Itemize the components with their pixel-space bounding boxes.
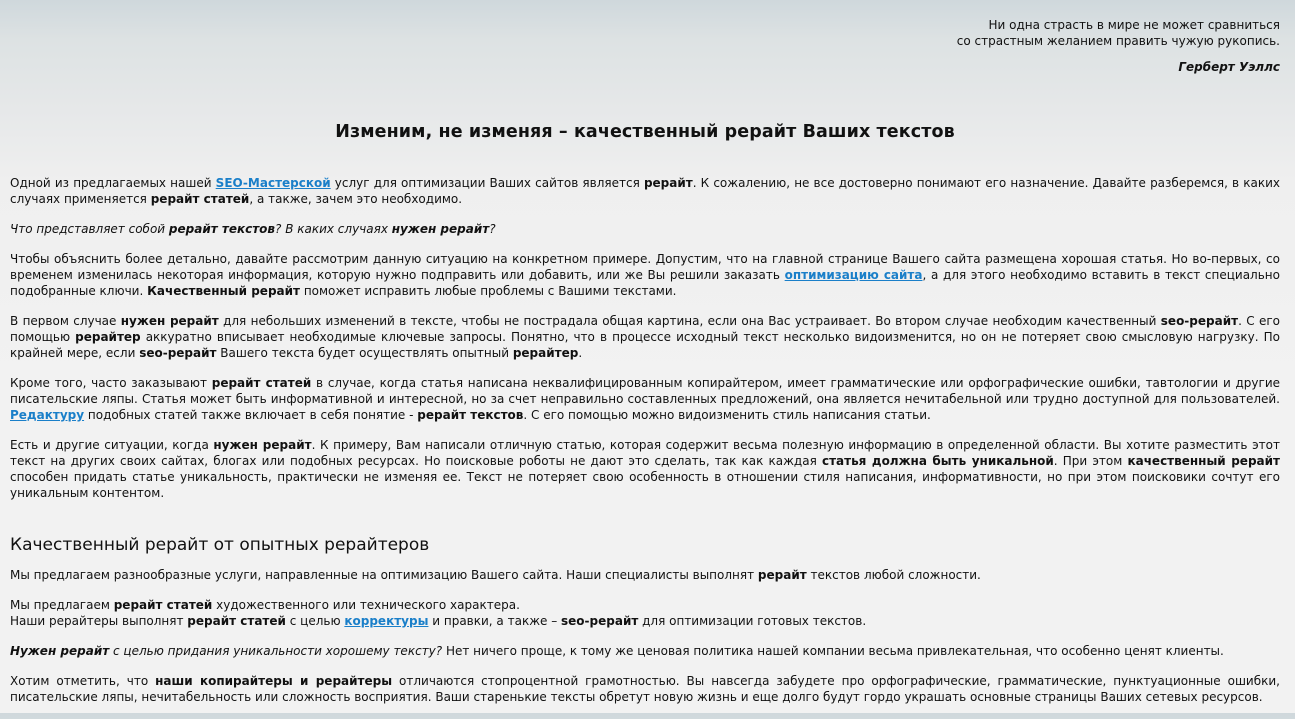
section-1 [10, 175, 1280, 501]
text-run: Наши рерайтеры выполнят [10, 614, 188, 628]
text-run: способен придать статье уникальность, практически не изменяя ее. Текст не потеряет свою особенность в отношении стиля написания, информативности, но при этом поисковики сочтут его уникальным контентом. [10, 470, 1280, 500]
epigraph-line-1: Ни одна страсть в мире не может сравниться [988, 18, 1280, 32]
text-run: Есть и другие ситуации, когда [10, 438, 214, 452]
text-run: отличаются стопроцентной грамотностью. Вы навсегда забудете про орфографические, грамматические, пунктуационные ошибки, писательские ляпы, нечитабельность или сложность восприятия. Ваши старенькие тексты обретут новую жизнь и еще долго будут гордо украшать основные страницы Ваших сетевых ресурсов. [10, 674, 1280, 704]
text-run: . [578, 346, 583, 360]
text-run: . При этом [1053, 454, 1128, 468]
bold-text: рерайтер [75, 330, 141, 344]
proofreading-link[interactable]: корректуры [344, 614, 429, 628]
bold-text: Качественный рерайт [147, 284, 300, 298]
text-run: Нет ничего проще, к тому же ценовая политика нашей компании весьма привлекательная, что особенно ценят клиенты. [442, 644, 1224, 658]
italic-text: ? В каких случаях [275, 222, 392, 236]
bold-text: seo-рерайт [139, 346, 217, 360]
first-case-paragraph [10, 313, 1280, 361]
bold-text: качественный рерайт [1127, 454, 1280, 468]
uniqueness-paragraph [10, 643, 1280, 659]
italic-text: Что представляет собой [10, 222, 169, 236]
section-heading: Качественный рерайт от опытных рерайтеров [10, 535, 430, 555]
text-run: для небольших изменений в тексте, чтобы не пострадала общая картина, если она Вас устраивает. Во втором случае необходим качественный [218, 314, 1161, 328]
text-run: для оптимизации готовых текстов. [638, 614, 867, 628]
offer-paragraph-line2 [10, 613, 1280, 629]
text-run: В первом случае [10, 314, 121, 328]
site-optimization-link[interactable]: оптимизацию сайта [784, 268, 923, 282]
epigraph-line-2: со страстным желанием править чужую рукопись. [956, 34, 1280, 48]
text-run: . К примеру, Вам написали отличную статью, которая содержит весьма полезную информацию в определенной области. Вы хотите разместить этот текст на других своих сайтах, блогах или подобных ресурсах. Но поисковые роботы не дают это сделать, так как каждая [10, 438, 1280, 468]
text-run: и правки, а также – [428, 614, 562, 628]
intro-paragraph [10, 175, 1280, 207]
text-run: Мы предлагаем разнообразные услуги, направленные на оптимизацию Вашего сайта. Наши специалисты выполнят [10, 568, 758, 582]
bold-text: статья должна быть уникальной [821, 454, 1054, 468]
text-run: подобных статей также включает в себя понятие - [84, 408, 418, 422]
text-run: с целью [285, 614, 345, 628]
offer-paragraph-line1 [10, 597, 1280, 613]
bold-text: нужен рерайт [213, 438, 312, 452]
bold-text: рерайт [757, 568, 807, 582]
bold-text: рерайт статей [187, 614, 286, 628]
bold-italic-text: нужен рерайт [391, 222, 490, 236]
text-run: текстов любой сложности. [806, 568, 981, 582]
bold-text: рерайтер [512, 346, 579, 360]
bold-text: seo-рерайт [561, 614, 639, 628]
bold-text: рерайт статей [113, 598, 213, 612]
bold-text: seo-рерайт [1160, 314, 1239, 328]
bold-text: рерайт [643, 176, 693, 190]
text-run: . К сожалению, не все достоверно понимают его назначение. Давайте разберемся, в каких случаях применяется [10, 176, 1280, 206]
text-run: Чтобы объяснить более детально, давайте рассмотрим данную ситуацию на конкретном примере. Допустим, что на главной странице Вашего сайта размещена хорошая статья. Но во-первых, со временем изменилась некоторая информация, которую нужно подправить или добавить, или же Вы решили заказать [10, 252, 1280, 282]
other-situations-paragraph [10, 437, 1280, 501]
epigraph-author: Герберт Уэллс [1178, 60, 1280, 74]
bold-text: рерайт текстов [417, 408, 524, 422]
italic-text: ? [489, 222, 496, 236]
text-run: услуг для оптимизации Ваших сайтов является [330, 176, 644, 190]
text-run: в случае, когда статья написана неквалифицированным копирайтером, имеет грамматические или орфографические ошибки, тавтологии и другие писательские ляпы. Статья может быть информативной и интересной, но за счет неправильно составленных предложений, она является нечитабельной или трудно доступной для пользователей. [10, 376, 1281, 406]
text-run: Мы предлагаем [10, 598, 114, 612]
bold-italic-text: Нужен рерайт [10, 644, 110, 658]
unqualified-paragraph [10, 375, 1280, 423]
text-run: , а для этого необходимо вставить в текст специально подобранные ключи. [10, 268, 1280, 298]
question-paragraph [10, 221, 1280, 237]
copywriters-paragraph [10, 673, 1280, 705]
bold-text: наши копирайтеры и рерайтеры [155, 674, 393, 688]
editing-link[interactable]: Редактуру [10, 408, 85, 422]
bold-text: рерайт статей [150, 192, 250, 206]
services-paragraph [10, 567, 1280, 583]
text-run: . С его помощью [10, 314, 1280, 344]
text-run: Вашего текста будет осуществлять опытный [216, 346, 513, 360]
text-run: Одной из предлагаемых нашей [10, 176, 216, 190]
text-run: Кроме того, часто заказывают [10, 376, 212, 390]
text-run: . С его помощью можно видоизменить стиль написания статьи. [523, 408, 931, 422]
bold-text: рерайт статей [211, 376, 312, 390]
article-content [10, 175, 1280, 719]
bold-text: нужен рерайт [120, 314, 219, 328]
text-run: , а также, зачем это необходимо. [249, 192, 463, 206]
section-2 [10, 535, 1280, 705]
text-run: поможет исправить любые проблемы с Вашими текстами. [300, 284, 677, 298]
epigraph [957, 17, 1280, 75]
bold-italic-text: рерайт текстов [168, 222, 276, 236]
text-run: Хотим отметить, что [10, 674, 156, 688]
italic-text: с целью придания уникальности хорошему тексту? [109, 644, 443, 658]
text-run: художественного или технического характера. [212, 598, 520, 612]
seo-masterskaya-link[interactable]: SEO-Мастерской [215, 176, 331, 190]
example-paragraph [10, 251, 1280, 299]
page-title: Изменим, не изменяя – качественный рерайт Ваших текстов [335, 122, 955, 142]
text-run: аккуратно вписывает необходимые ключевые запросы. Понятно, что в процессе исходный текст несколько видоизменится, но он не потеряет свою смысловую нагрузку. По крайней мере, если [10, 330, 1281, 360]
